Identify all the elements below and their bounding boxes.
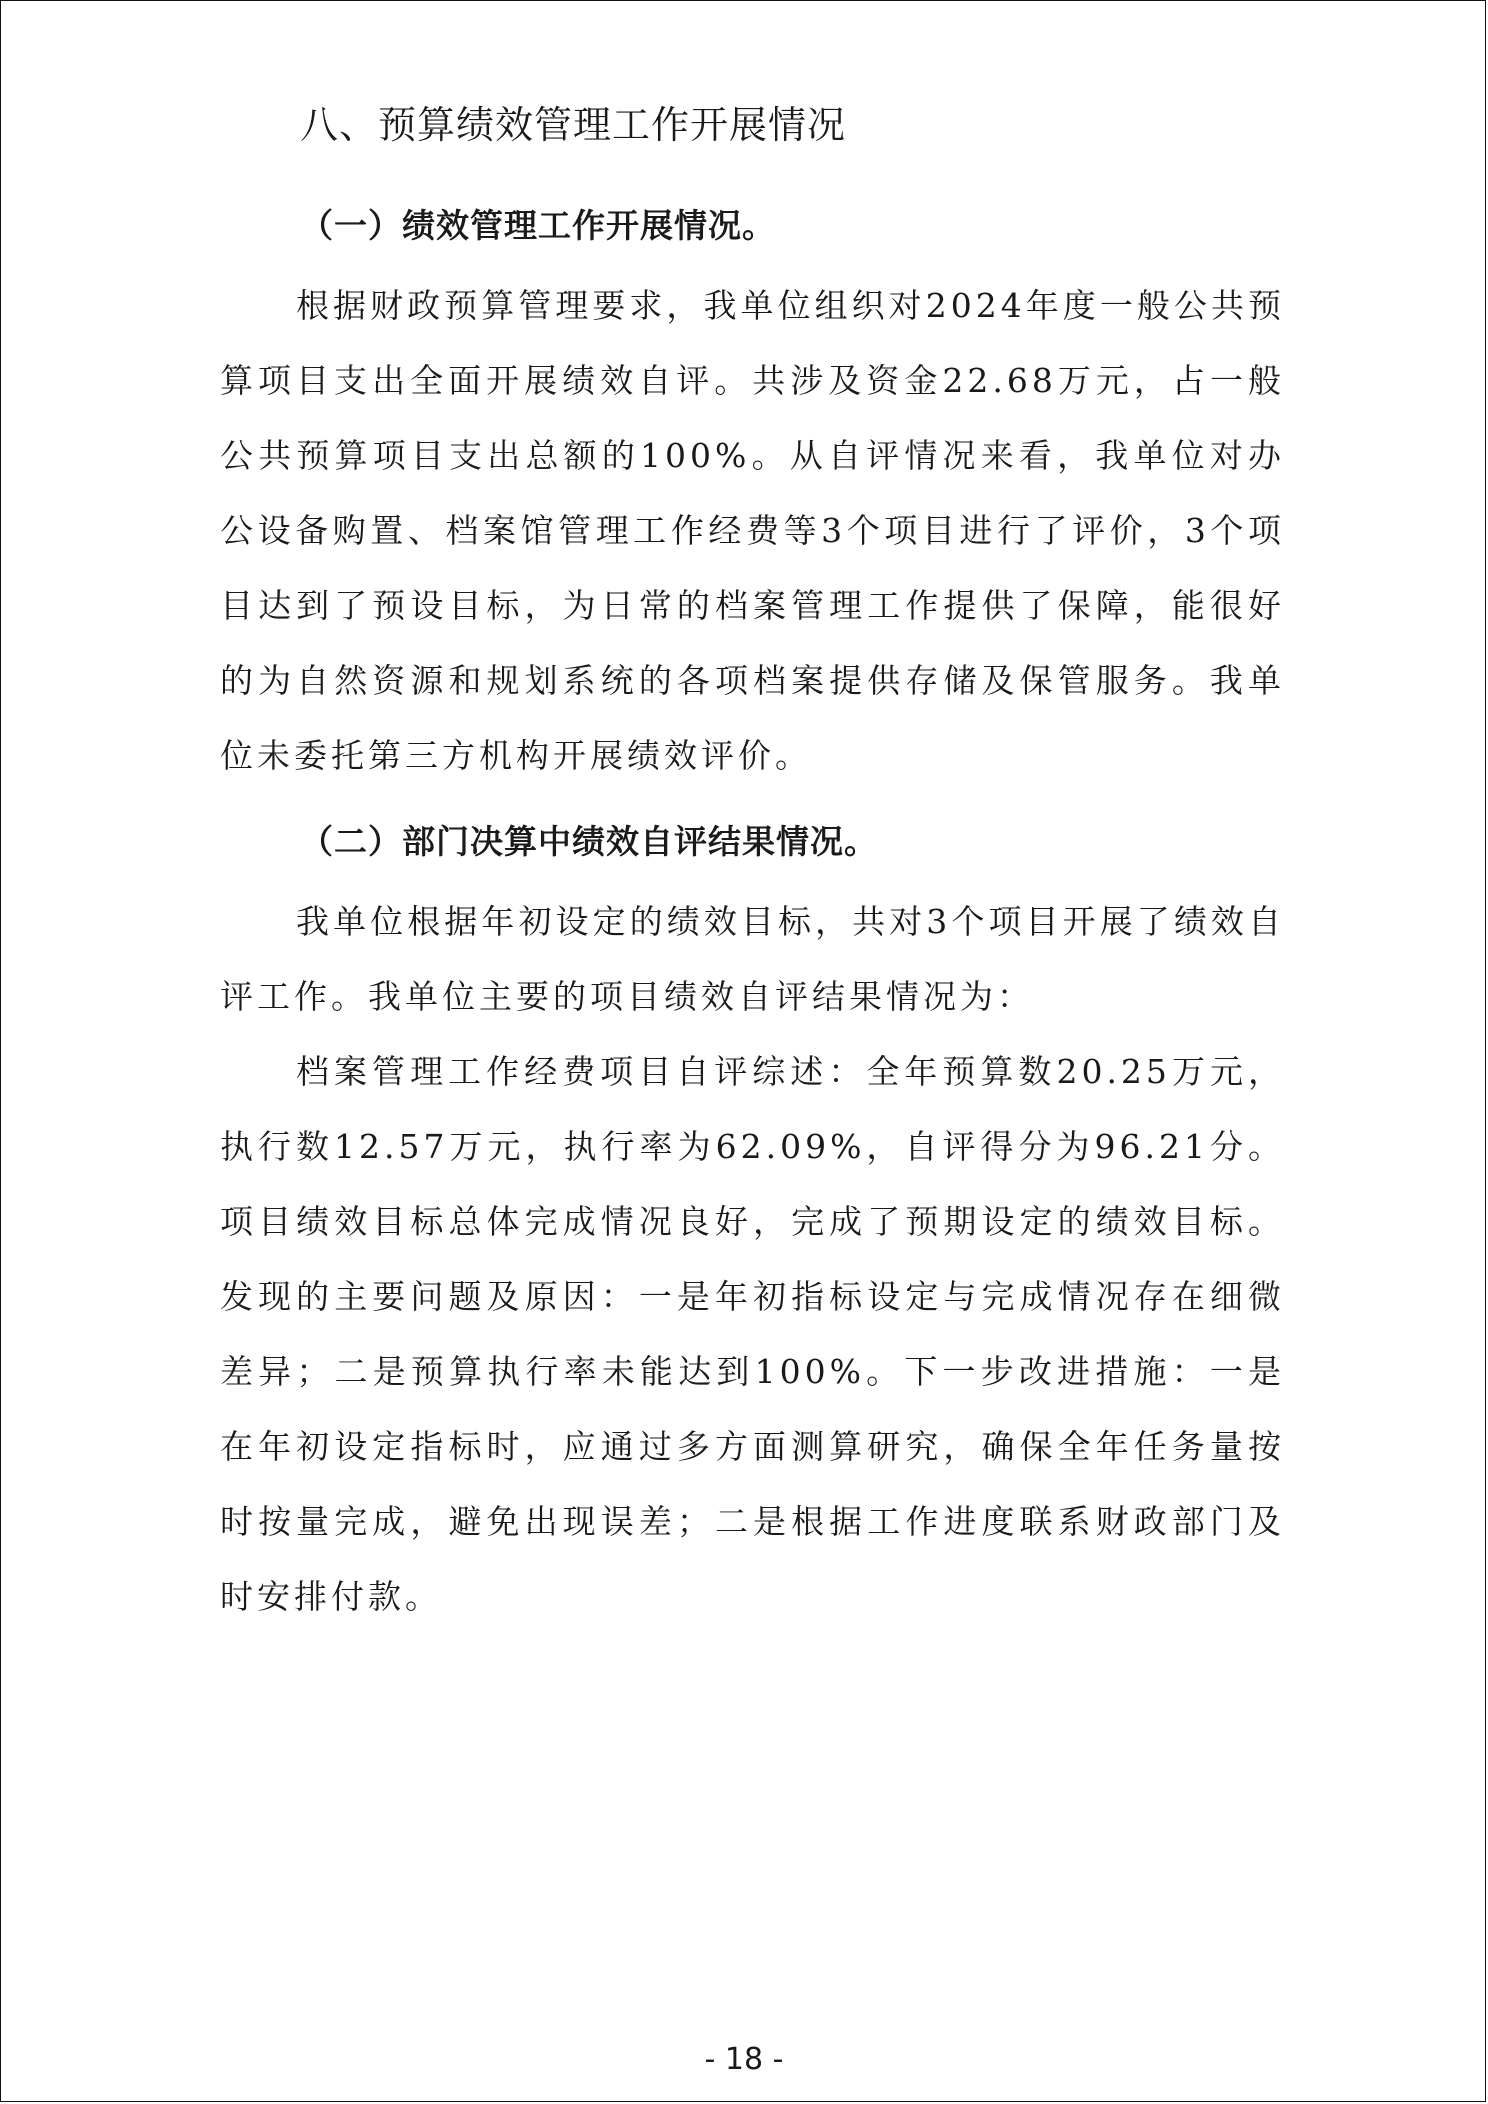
- paragraph-project-summary: 档案管理工作经费项目自评综述：全年预算数20.25万元，执行数12.57万元，执行率为62.09%，自评得分为96.21分。项目绩效目标总体完成情况良好，完成了预期设定的绩效目标。发现的主要问题及原因：一是年初指标设定与完成情况存在细微差异；二是预算执行率未能达到100%。下一步改进措施：一是在年初设定指标时，应通过多方面测算研究，确保全年任务量按时按量完成，避免出现误差；二是根据工作进度联系财政部门及时安排付款。: [220, 1052, 1285, 1616]
- paragraph-self-evaluation-intro: 我单位根据年初设定的绩效目标，共对3个项目开展了绩效自评工作。我单位主要的项目绩效自评结果情况为：: [220, 902, 1285, 1016]
- section-title: 八、预算绩效管理工作开展情况: [300, 103, 847, 147]
- subsection-title-1: （一）绩效管理工作开展情况。: [300, 206, 776, 245]
- page-number: - 18 -: [704, 2042, 784, 2077]
- document-body: [220, 88, 1285, 1634]
- subsection-title-2: （二）部门决算中绩效自评结果情况。: [300, 822, 878, 861]
- paragraph-performance-management: 根据财政预算管理要求，我单位组织对2024年度一般公共预算项目支出全面开展绩效自评。共涉及资金22.68万元，占一般公共预算项目支出总额的100%。从自评情况来看，我单位对办公设备购置、档案馆管理工作经费等3个项目进行了评价，3个项目达到了预设目标，为日常的档案管理工作提供了保障，能很好的为自然资源和规划系统的各项档案提供存储及保管服务。我单位未委托第三方机构开展绩效评价。: [220, 286, 1285, 775]
